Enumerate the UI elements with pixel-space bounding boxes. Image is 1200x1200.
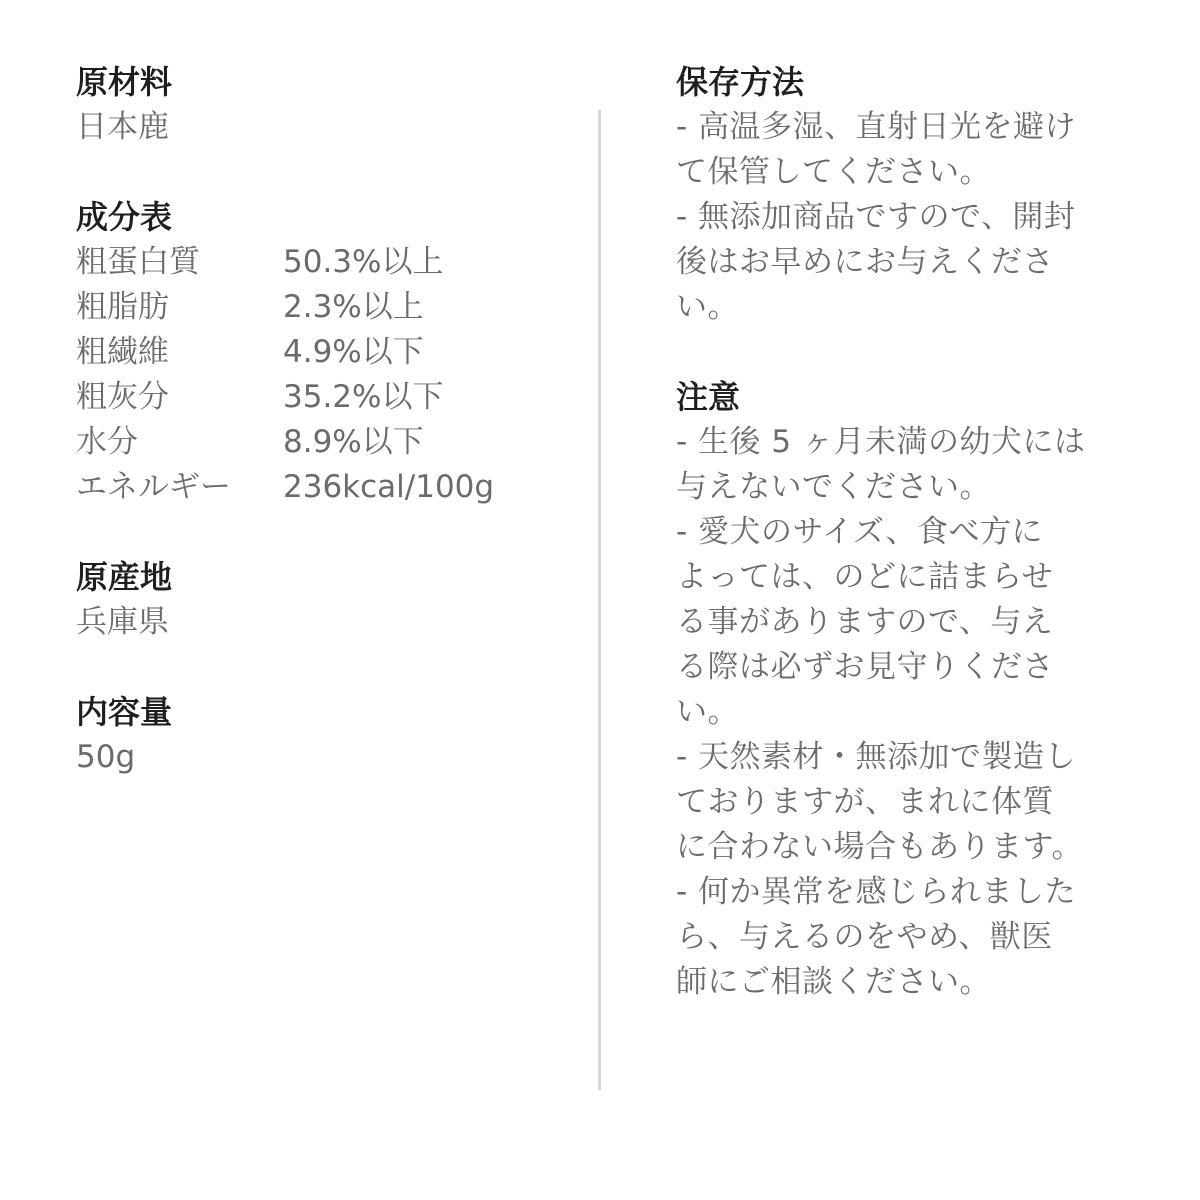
nutrition-row [76,240,556,285]
nutrition-name: 粗灰分 [76,379,169,415]
caution-heading: 注意 [676,378,741,416]
nutrition-row [76,330,556,375]
nutrition-value: 8.9%以下 [283,424,424,460]
origin-value: 兵庫県 [76,604,169,640]
left-column [76,60,556,780]
caution-line: る際は必ずお見守りくださ [676,649,1054,685]
spacer [76,645,556,690]
nutrition-name: 粗蛋白質 [76,244,200,280]
ingredients-heading: 原材料 [76,63,173,101]
ingredients-value: 日本鹿 [76,109,169,145]
nutrition-name: 粗繊維 [76,334,169,370]
nutrition-value: 2.3%以上 [283,289,424,325]
caution-line: に合わない場合もあります。 [676,829,1084,865]
caution-line: - 生後 5 ヶ月未満の幼犬には [676,424,1086,460]
caution-line: - 愛犬のサイズ、食べ方に [676,514,1043,550]
nutrition-row [76,420,556,465]
caution-line: 師にご相談ください。 [676,964,991,1000]
nutrition-row [76,465,556,510]
storage-line: て保管してください。 [676,154,991,190]
caution-line: ら、与えるのをやめ、獣医 [676,919,1053,955]
content-heading: 内容量 [76,693,173,731]
content-section [76,690,556,780]
nutrition-name: 粗脂肪 [76,289,169,325]
right-column [676,60,1146,1005]
caution-line: い。 [676,694,739,730]
caution-line: ておりますが、まれに体質 [676,784,1054,820]
caution-section [676,375,1146,1005]
storage-heading: 保存方法 [676,63,805,101]
nutrition-value: 35.2%以下 [283,379,444,415]
content-value: 50g [76,739,136,775]
spacer [676,330,1146,375]
origin-heading: 原産地 [76,558,173,596]
nutrition-row [76,375,556,420]
caution-line: よっては、のどに詰まらせ [676,559,1054,595]
storage-section [676,60,1146,330]
caution-line: - 何か異常を感じられました [676,874,1077,910]
nutrition-name: エネルギー [76,469,231,505]
storage-line: い。 [676,289,739,325]
nutrition-row [76,285,556,330]
caution-line: - 天然素材・無添加で製造し [676,739,1077,775]
spacer [76,150,556,195]
storage-line: - 高温多湿、直射日光を避け [676,109,1077,145]
nutrition-section [76,195,556,510]
storage-line: - 無添加商品ですので、開封 [676,199,1076,235]
caution-line: 与えないでください。 [676,469,991,505]
caution-line: る事がありますので、与え [676,604,1054,640]
nutrition-heading: 成分表 [76,198,173,236]
column-divider [598,110,601,1090]
spacer [76,510,556,555]
ingredients-section [76,60,556,150]
storage-line: 後はお早めにお与えくださ [676,244,1054,280]
origin-section [76,555,556,645]
nutrition-name: 水分 [76,424,138,460]
nutrition-value: 4.9%以下 [283,334,424,370]
nutrition-value: 50.3%以上 [283,244,444,280]
nutrition-value: 236kcal/100g [283,469,495,505]
